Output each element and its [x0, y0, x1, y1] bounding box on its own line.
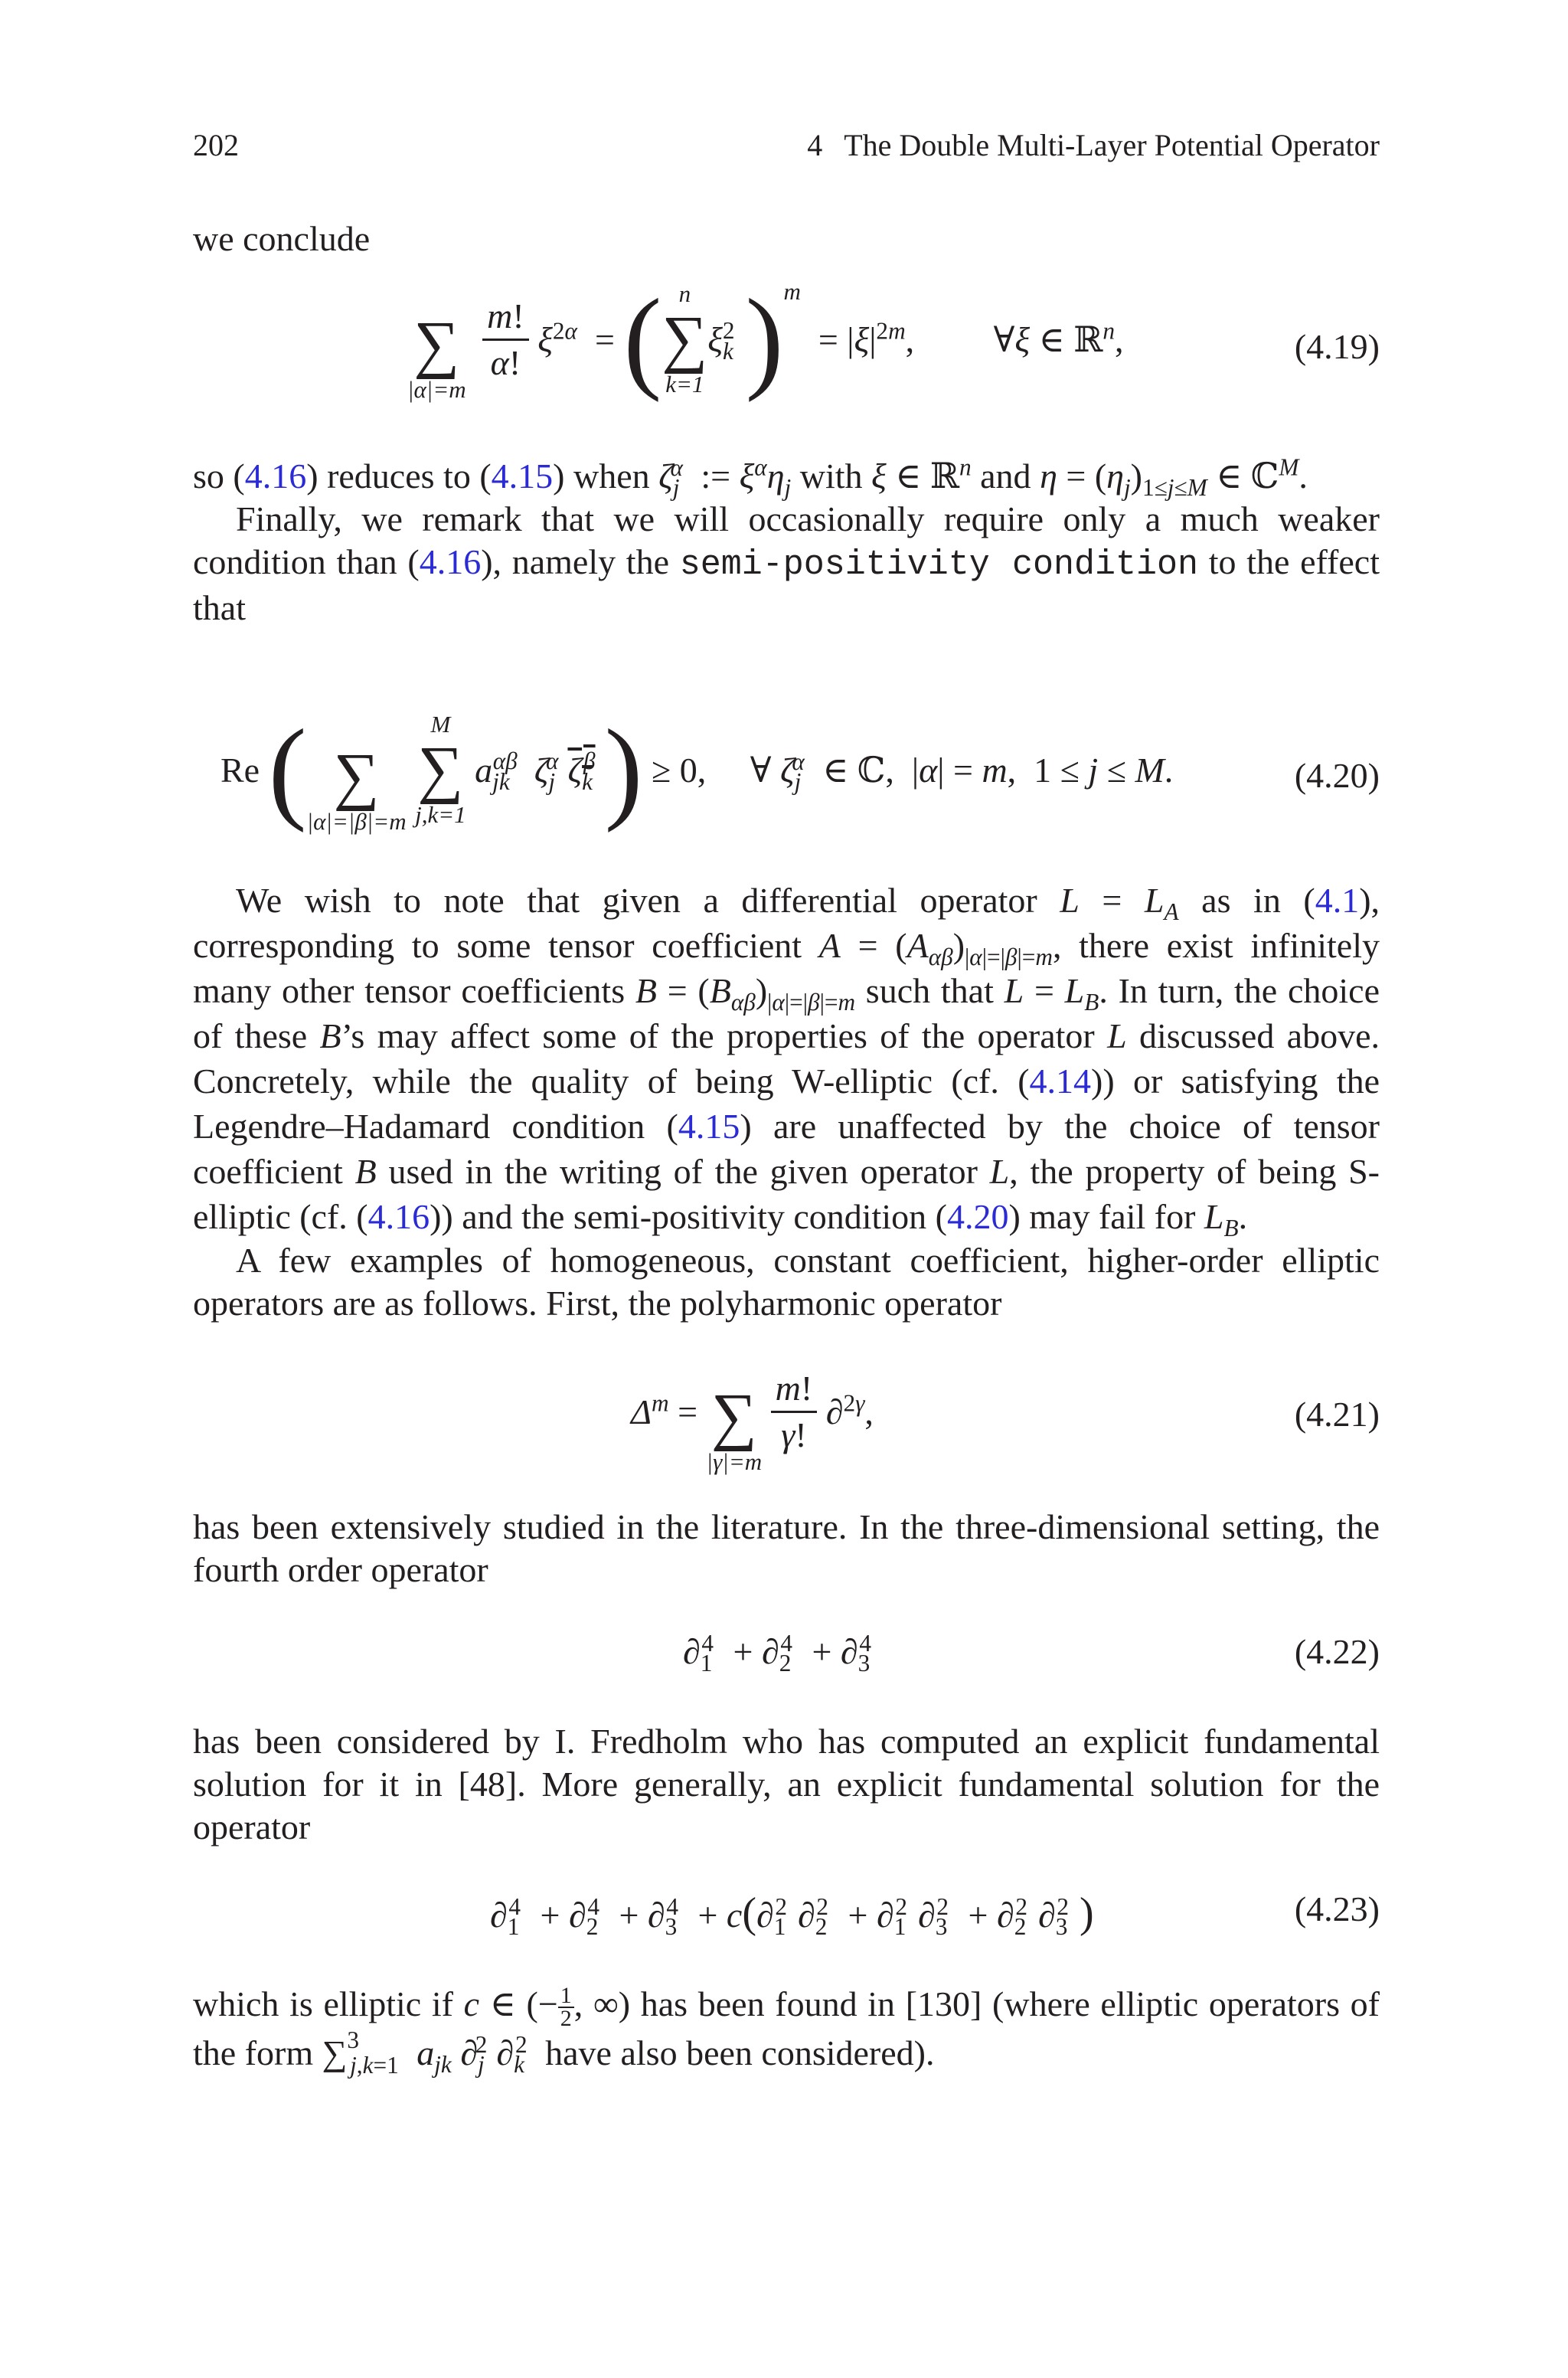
equation-4-23	[193, 1889, 1380, 1942]
equation-4-22	[193, 1631, 1380, 1685]
paragraph-polyharmonic: has been extensively studied in the literature. In the three-dimensional setting, the fourth order operator	[193, 1507, 1380, 1589]
chapter-title: The Double Multi-Layer Potential Operator	[844, 128, 1380, 162]
semi-positivity-term: semi-positivity condition	[679, 545, 1199, 584]
equation-number: (4.20)	[1294, 756, 1380, 795]
equation-number: (4.19)	[1294, 327, 1380, 366]
equation-4-21	[193, 1348, 1380, 1478]
ref-4-16b[interactable]: 4.16	[419, 542, 482, 581]
paragraph-we-conclude: we conclude	[193, 219, 371, 258]
running-header	[807, 127, 1380, 163]
page-number: 202	[193, 128, 239, 162]
paragraph-elliptic-condition: which is elliptic if c ∈ (− $\frac{1}{2}$, ∞) has been found in [130] (where elliptic operators of the form ∑$^3_{j,k=1}$ $a_{jk}$ $\partial_j^2$ $\partial_k^2$ have also been considered).	[193, 1983, 1380, 2079]
paragraph-fredholm: has been considered by I. Fredholm who has computed an explicit fundamental solution for it in [48]. More generally, an explicit fundamental solution for the operator	[193, 1722, 1380, 1846]
equation-4-19-body: ∑ |α|=m $\frac{m!}{\alpha!}$ $\xi^{2\alpha}$ = ( n ∑ k=1 $\xi_k^2)m = |\xi|^{2m}$, ∀ξ ∈ ℝ$^n$,	[407, 276, 1124, 403]
equation-4-20-body: Re ( ∑ |α|=|β|=m M ∑ j,k=1 $a_{jk}^{\alpha\beta}$ $\zeta_j^\alpha$ $\zeta_k^\beta) \ge 0$, ∀ $\zeta_j^\alpha$ ∈ ℂ, |α| = m, 1 ≤ j ≤ M.	[220, 706, 1174, 835]
paragraph-reduces: so (4.16) reduces to (4.15) when $\zeta_j^\alpha$ := $\xi^\alpha\eta_j$ with ξ ∈ ℝ$^n$ and $\eta = (\eta_j)_{1\le j\le M}$ ∈ ℂ$^M$. Finally, we remark that we will occasionally require only a much weaker condition than (4.16), namely the semi-positivity condition to the effect that	[193, 453, 1380, 627]
paragraph-tensor-coefficients: We wish to note that given a differential operator $L = L_A$ as in (4.1), corresponding to some tensor coefficient $A = (A_{\alpha\beta})_{|\alpha|=|\beta|=m}$, there exist infinitely many other tensor coefficients $B = (B_{\alpha\beta})_{|\alpha|=|\beta|=m}$ such that $L = L_B$. In turn, the choice of these B’s may affect some of the properties of the operator L discussed above. Concretely, while the quality of being W-elliptic (cf. (4.14)) or satisfying the Legendre–Hadamard condition (4.15) are unaffected by the choice of tensor coefficient B used in the writing of the given operator L, the property of being S-elliptic (cf. (4.16)) and the semi-positivity condition (4.20) may fail for $L_B$. A few examples of homogeneous, constant coefficient, higher-order elliptic operators are as follows. First, the polyharmonic operator	[193, 881, 1380, 1323]
equation-number: (4.21)	[1294, 1395, 1380, 1434]
chapter-number: 4	[807, 128, 823, 162]
ref-4-20[interactable]: 4.20	[946, 1197, 1009, 1236]
equation-number: (4.22)	[1294, 1632, 1380, 1671]
equation-number: (4.23)	[1294, 1889, 1380, 1928]
ref-4-14[interactable]: 4.14	[1029, 1061, 1092, 1101]
equation-4-19	[193, 276, 1380, 414]
equation-4-22-body: $\partial_1^4 + \partial_2^4 + \partial_3^4$	[683, 1629, 871, 1677]
ref-4-15[interactable]: 4.15	[491, 456, 554, 496]
equation-4-21-body: $\Delta^m$ = ∑ |γ|=m $\frac{m!}{\gamma!}$ ∂$^{2\gamma}$,	[631, 1348, 874, 1475]
ref-4-16c[interactable]: 4.16	[368, 1197, 430, 1236]
ref-4-15b[interactable]: 4.15	[678, 1107, 740, 1146]
equation-4-20	[193, 705, 1380, 858]
equation-4-23-body: $\partial_1^4 + \partial_2^4 + \partial_3^4 + c(\partial_1^2$ $\partial_2^2 + \partial_1^2$ $\partial_3^2 + \partial_2^2$ $\partial_3^2$ )	[490, 1889, 1094, 1941]
ref-4-1[interactable]: 4.1	[1315, 881, 1360, 920]
ref-4-16[interactable]: 4.16	[244, 456, 307, 496]
